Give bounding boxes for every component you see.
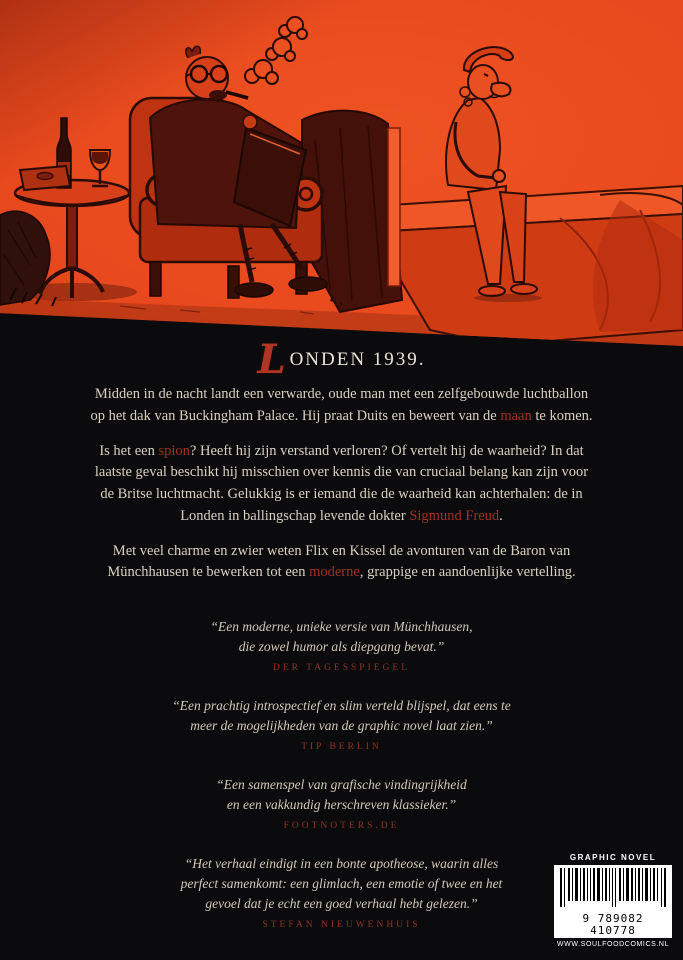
review-quote	[127, 617, 557, 673]
barcode-area	[554, 853, 672, 948]
beard	[209, 90, 227, 100]
title-rest: ONDEN 1939.	[289, 349, 426, 370]
slipper	[289, 277, 327, 291]
quote-source: DER TAGESSPIEGEL	[272, 663, 411, 674]
review-quote	[127, 854, 557, 930]
foot-shadow	[474, 294, 542, 302]
synopsis-paragraph: Midden in de nacht landt een verwarde, oude man met een zelfgebouwde luchtballon op het dak van Buckingham Palace. Hij praat Duits en beweert van de maan te komen.	[90, 386, 593, 424]
website-url: WWW.SOULFOODCOMICS.NL	[556, 941, 670, 948]
review-quote	[127, 775, 557, 831]
review-quote	[127, 696, 557, 752]
cover-illustration	[0, 0, 683, 346]
quote-line: en een vakkundig herschreven klassieker.”	[226, 796, 457, 812]
quote-source: TIP BERLIN	[301, 742, 382, 753]
quote-line: “Een moderne, unieke versie van Münchhausen,	[210, 619, 473, 634]
isbn-number: 9 789082 410778	[582, 911, 644, 937]
barcode-bars	[559, 868, 667, 908]
long-nose	[491, 83, 510, 96]
quote-line: “Een prachtig introspectief en slim verteld blijspel, dat eens te	[172, 698, 511, 714]
accent-word: Sigmund Freud	[409, 507, 500, 524]
quote-source: FOOTNOTERS.DE	[283, 821, 400, 832]
category-label: GRAPHIC NOVEL	[569, 852, 657, 862]
quote-line: gevoel dat je echt een goed verhaal hebt gelezen.”	[205, 895, 478, 911]
accent-word: moderne	[309, 564, 360, 581]
barcode	[554, 865, 672, 938]
quote-source: STEFAN NIEUWENHUIS	[262, 920, 421, 931]
bare-foot	[511, 284, 537, 294]
synopsis-paragraph: Met veel charme en zwier weten Flix en Kissel de avonturen van de Baron van Münchhausen te bewerken tot een moderne, grappige en aandoenlijke vertelling.	[107, 542, 576, 581]
synopsis-paragraph: Is het een spion? Heeft hij zijn verstand verloren? Of vertelt hij de waarheid? In dat laatste geval beschikt hij misschien over kennis die van cruciaal belang kan zijn voor de Britse luchtmacht. Gelukkig is er iemand die de waarheid kan achterhalen: de in Londen in ballingschap levende dokter Sigmund Freud.	[94, 442, 589, 524]
quote-line: die zowel humor als diepgang bevat.”	[238, 638, 445, 654]
hand	[243, 115, 257, 129]
page-title	[0, 336, 683, 383]
synopsis	[0, 384, 683, 584]
quote-line: “Een samenspel van grafische vindingrijkheid	[216, 777, 467, 793]
drop-cap: L	[257, 336, 288, 383]
slipper	[235, 283, 273, 297]
accent-word: maan	[500, 407, 532, 424]
cigar-box	[20, 166, 70, 190]
quote-line: “Het verhaal eindigt in een bonte apotheose, waarin alles	[184, 856, 499, 872]
clasped-hands	[493, 170, 505, 182]
illustration-svg	[0, 0, 683, 346]
accent-word: spion	[158, 442, 190, 459]
quote-line: meer de mogelijkheden van de graphic novel laat zien.”	[190, 717, 493, 733]
quote-line: perfect samenkomt: een glimlach, een emotie of twee en het	[180, 875, 503, 891]
